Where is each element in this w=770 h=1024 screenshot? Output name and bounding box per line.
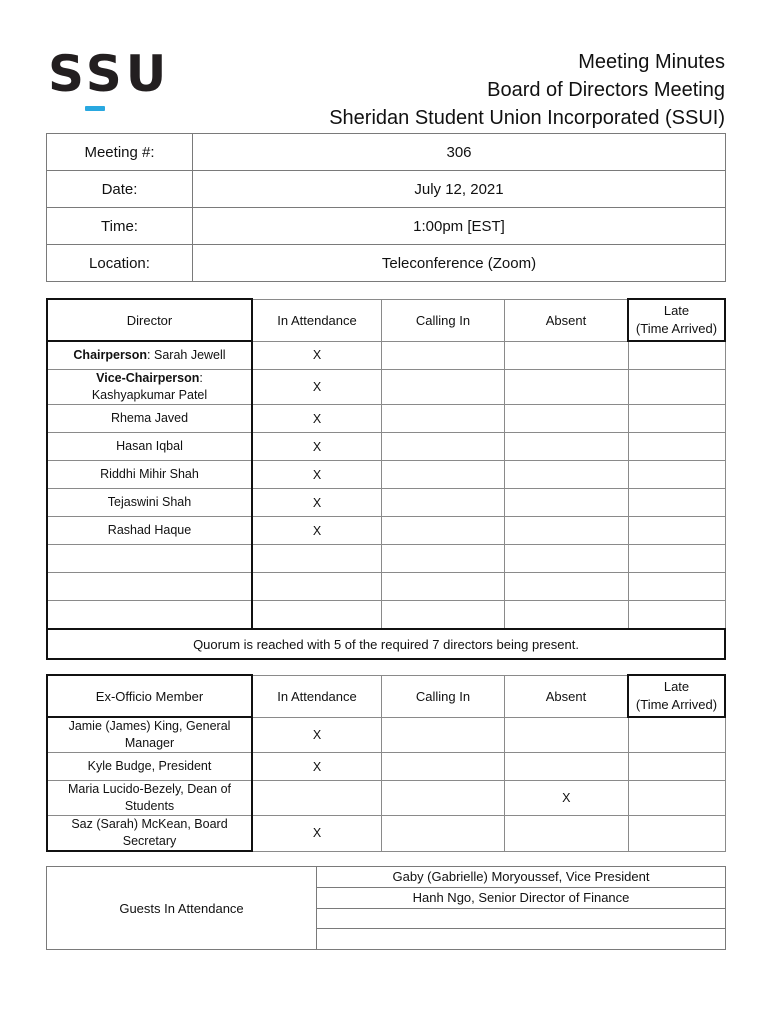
director-name bbox=[47, 545, 252, 573]
director-name bbox=[47, 370, 252, 405]
calling-in-cell bbox=[382, 489, 505, 517]
late-cell bbox=[628, 573, 725, 601]
calling-in-cell bbox=[382, 461, 505, 489]
quorum-row bbox=[47, 629, 725, 659]
ssu-logo bbox=[48, 45, 171, 116]
in-attendance-cell bbox=[252, 601, 382, 630]
table-row bbox=[47, 717, 725, 753]
absent-cell bbox=[505, 489, 629, 517]
absent-cell bbox=[505, 573, 629, 601]
table-row bbox=[47, 573, 725, 601]
organization-name: Sheridan Student Union Incorporated (SSUI) bbox=[329, 107, 725, 129]
in-attendance-cell: X bbox=[252, 753, 382, 781]
in-attendance-cell: X bbox=[252, 370, 382, 405]
table-row bbox=[47, 433, 725, 461]
ex-officio-attendance-table bbox=[46, 674, 726, 852]
late-label: Late bbox=[663, 679, 690, 694]
absent-cell bbox=[505, 545, 629, 573]
calling-in-cell bbox=[382, 517, 505, 545]
absent-cell bbox=[505, 517, 629, 545]
director-name: Hasan Iqbal bbox=[47, 433, 252, 461]
late-cell bbox=[628, 601, 725, 630]
time-arrived-label: (Time Arrived) bbox=[635, 697, 718, 712]
director-role: Chairperson bbox=[73, 348, 148, 362]
guests-label: Guests In Attendance bbox=[47, 867, 317, 950]
table-row bbox=[47, 489, 725, 517]
table-row bbox=[47, 545, 725, 573]
col-header-in-attendance: In Attendance bbox=[252, 299, 382, 341]
meeting-info-table bbox=[46, 133, 726, 282]
guest-name: Gaby (Gabrielle) Moryoussef, Vice President bbox=[317, 867, 726, 888]
col-header-absent: Absent bbox=[505, 675, 629, 717]
director-person: Kashyapkumar Patel bbox=[91, 388, 208, 402]
col-header-in-attendance: In Attendance bbox=[252, 675, 382, 717]
director-name bbox=[47, 573, 252, 601]
doc-subtitle: Board of Directors Meeting bbox=[487, 79, 725, 101]
col-header-ex-officio-member: Ex-Officio Member bbox=[47, 675, 252, 717]
meeting-number-value: 306 bbox=[193, 134, 726, 171]
role-separator: : bbox=[147, 348, 154, 362]
table-row bbox=[47, 753, 725, 781]
table-row bbox=[47, 781, 725, 816]
director-name: Rhema Javed bbox=[47, 405, 252, 433]
ex-officio-header-row bbox=[47, 675, 725, 717]
meeting-time-row bbox=[47, 208, 726, 245]
in-attendance-cell: X bbox=[252, 816, 382, 852]
table-row bbox=[47, 517, 725, 545]
in-attendance-cell: X bbox=[252, 405, 382, 433]
calling-in-cell bbox=[382, 816, 505, 852]
doc-title: Meeting Minutes bbox=[578, 51, 725, 73]
meeting-time-label: Time: bbox=[47, 208, 193, 245]
member-name: Jamie (James) King, General Manager bbox=[47, 717, 252, 753]
in-attendance-cell bbox=[252, 573, 382, 601]
absent-cell: X bbox=[505, 781, 629, 816]
meeting-number-label: Meeting #: bbox=[47, 134, 193, 171]
late-cell bbox=[628, 433, 725, 461]
late-cell bbox=[628, 489, 725, 517]
table-row bbox=[47, 341, 725, 370]
director-person: Sarah Jewell bbox=[154, 348, 226, 362]
meeting-date-value: July 12, 2021 bbox=[193, 171, 726, 208]
member-name: Maria Lucido-Bezely, Dean of Students bbox=[47, 781, 252, 816]
meeting-location-row bbox=[47, 245, 726, 282]
meeting-location-label: Location: bbox=[47, 245, 193, 282]
in-attendance-cell: X bbox=[252, 433, 382, 461]
quorum-statement: Quorum is reached with 5 of the required 7 directors being present. bbox=[47, 629, 725, 659]
late-cell bbox=[628, 370, 725, 405]
absent-cell bbox=[505, 601, 629, 630]
table-row bbox=[47, 601, 725, 630]
col-header-late bbox=[628, 299, 725, 341]
in-attendance-cell bbox=[252, 545, 382, 573]
late-cell bbox=[628, 816, 725, 852]
director-name bbox=[47, 341, 252, 370]
late-cell bbox=[628, 341, 725, 370]
late-cell bbox=[628, 781, 725, 816]
guests-table bbox=[46, 866, 726, 950]
calling-in-cell bbox=[382, 341, 505, 370]
guest-name bbox=[317, 908, 726, 929]
late-cell bbox=[628, 405, 725, 433]
in-attendance-cell: X bbox=[252, 341, 382, 370]
member-name: Saz (Sarah) McKean, Board Secretary bbox=[47, 816, 252, 852]
absent-cell bbox=[505, 405, 629, 433]
absent-cell bbox=[505, 816, 629, 852]
absent-cell bbox=[505, 341, 629, 370]
director-name: Rashad Haque bbox=[47, 517, 252, 545]
director-role: Vice-Chairperson bbox=[96, 371, 200, 385]
director-name bbox=[47, 601, 252, 630]
calling-in-cell bbox=[382, 781, 505, 816]
calling-in-cell bbox=[382, 573, 505, 601]
col-header-director: Director bbox=[47, 299, 252, 341]
in-attendance-cell bbox=[252, 781, 382, 816]
col-header-calling-in: Calling In bbox=[382, 299, 505, 341]
table-row bbox=[47, 816, 725, 852]
guest-name bbox=[317, 929, 726, 950]
table-row bbox=[47, 461, 725, 489]
late-cell bbox=[628, 517, 725, 545]
late-cell bbox=[628, 753, 725, 781]
guest-row bbox=[47, 867, 726, 888]
calling-in-cell bbox=[382, 545, 505, 573]
meeting-date-label: Date: bbox=[47, 171, 193, 208]
late-label: Late bbox=[663, 303, 690, 318]
in-attendance-cell: X bbox=[252, 517, 382, 545]
absent-cell bbox=[505, 370, 629, 405]
calling-in-cell bbox=[382, 433, 505, 461]
late-cell bbox=[628, 545, 725, 573]
calling-in-cell bbox=[382, 370, 505, 405]
member-name: Kyle Budge, President bbox=[47, 753, 252, 781]
director-name: Tejaswini Shah bbox=[47, 489, 252, 517]
late-cell bbox=[628, 717, 725, 753]
in-attendance-cell: X bbox=[252, 489, 382, 517]
calling-in-cell bbox=[382, 405, 505, 433]
absent-cell bbox=[505, 433, 629, 461]
logo-text: SSU bbox=[48, 45, 171, 103]
logo-accent-bar bbox=[85, 106, 105, 111]
late-cell bbox=[628, 461, 725, 489]
in-attendance-cell: X bbox=[252, 717, 382, 753]
absent-cell bbox=[505, 717, 629, 753]
in-attendance-cell: X bbox=[252, 461, 382, 489]
meeting-number-row bbox=[47, 134, 726, 171]
director-name: Riddhi Mihir Shah bbox=[47, 461, 252, 489]
table-row bbox=[47, 370, 725, 405]
meeting-time-value: 1:00pm [EST] bbox=[193, 208, 726, 245]
directors-header-row bbox=[47, 299, 725, 341]
meeting-date-row bbox=[47, 171, 726, 208]
absent-cell bbox=[505, 753, 629, 781]
calling-in-cell bbox=[382, 717, 505, 753]
calling-in-cell bbox=[382, 601, 505, 630]
col-header-calling-in: Calling In bbox=[382, 675, 505, 717]
meeting-location-value: Teleconference (Zoom) bbox=[193, 245, 726, 282]
absent-cell bbox=[505, 461, 629, 489]
directors-attendance-table bbox=[46, 298, 726, 660]
time-arrived-label: (Time Arrived) bbox=[635, 321, 718, 336]
calling-in-cell bbox=[382, 753, 505, 781]
role-separator: : bbox=[199, 371, 203, 385]
col-header-absent: Absent bbox=[505, 299, 629, 341]
guest-name: Hanh Ngo, Senior Director of Finance bbox=[317, 887, 726, 908]
table-row bbox=[47, 405, 725, 433]
col-header-late bbox=[628, 675, 725, 717]
